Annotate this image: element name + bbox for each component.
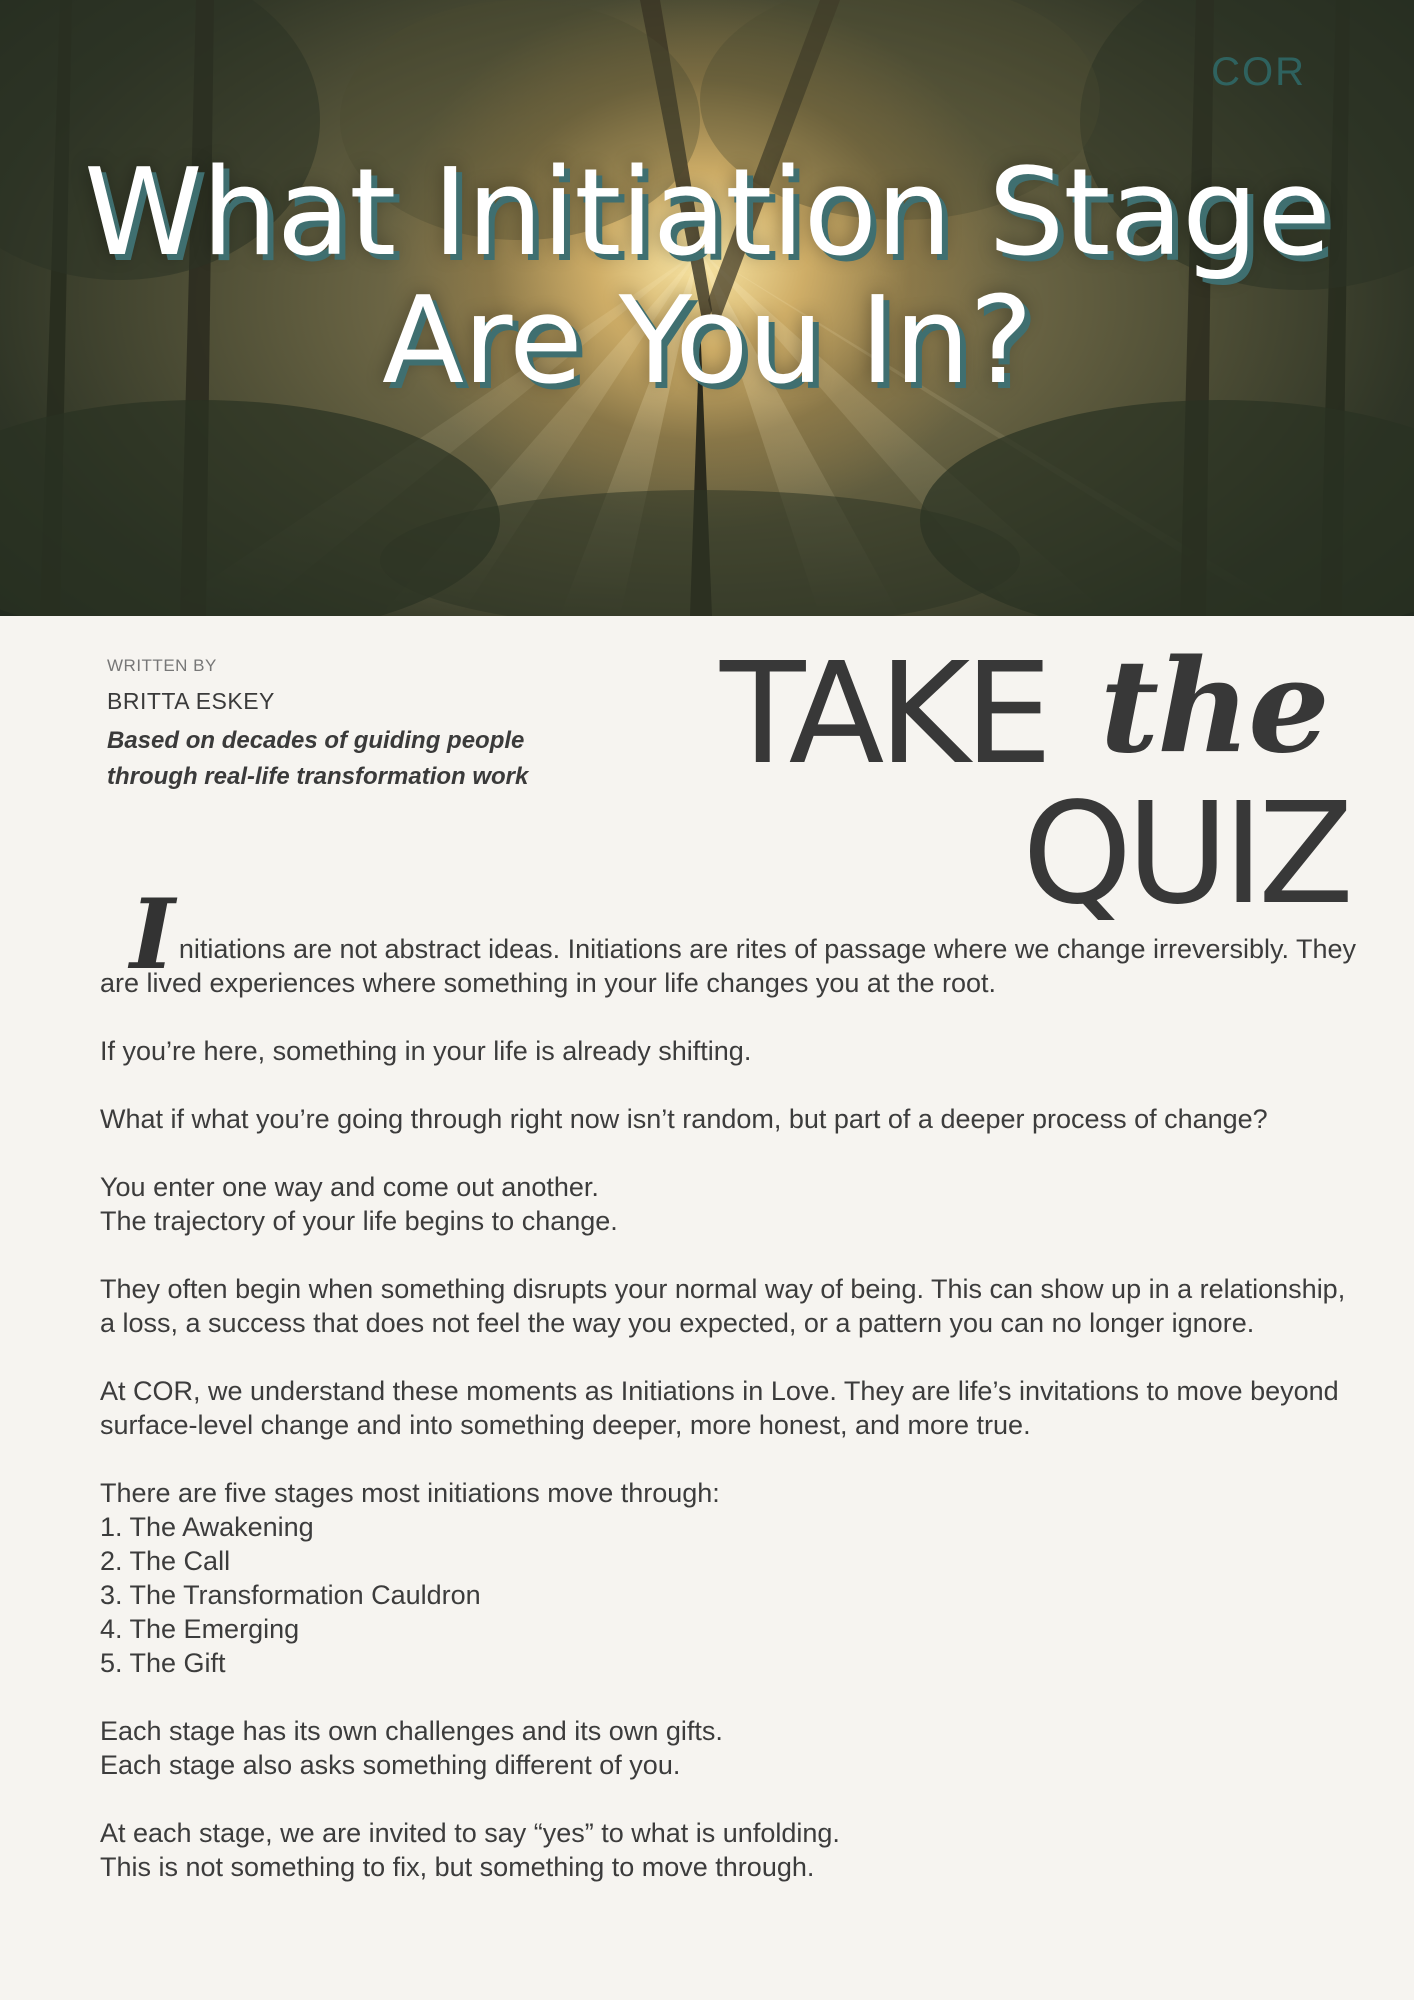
paragraph-intro <box>100 878 1360 1000</box>
paragraph-each-stage-line-1: Each stage has its own challenges and its own gifts. <box>100 1716 723 1746</box>
paragraph-say-yes-line-1: At each stage, we are invited to say “yes” to what is unfolding. <box>100 1818 840 1848</box>
written-by-label: WRITTEN BY <box>107 656 217 675</box>
page-title <box>0 144 1414 411</box>
author-bio-line-2: through real-life transformation work <box>107 763 529 790</box>
stages-intro: There are five stages most initiations move through: <box>100 1478 720 1508</box>
list-item: 5. The Gift <box>100 1648 226 1678</box>
paragraph-intro-text: nitiations are not abstract ideas. Initiations are rites of passage where we change irreversibly. They are lived experiences where something in your life changes you at the root. <box>100 934 1357 998</box>
list-item: 3. The Transformation Cauldron <box>100 1580 481 1610</box>
quiz-heading-take: TAKE <box>720 633 1047 796</box>
author-bio <box>107 723 577 795</box>
paragraph-deeper-process: What if what you’re going through right now isn’t random, but part of a deeper process of change? <box>100 1104 1268 1134</box>
quiz-heading-the: the <box>1100 632 1328 782</box>
paragraph-say-yes <box>100 1816 1360 1884</box>
author-name: BRITTA ESKEY <box>107 688 275 714</box>
author-block <box>107 656 577 795</box>
take-the-quiz-heading <box>710 632 1350 936</box>
paragraph-trajectory <box>100 1170 1360 1238</box>
paragraph-initiations-in-love: At COR, we understand these moments as Initiations in Love. They are life’s invitations to move beyond surface-level change and into something deeper, more honest, and more true. <box>100 1376 1339 1440</box>
paragraph-each-stage-line-2: Each stage also asks something different of you. <box>100 1750 681 1780</box>
list-item: 4. The Emerging <box>100 1614 300 1644</box>
title-line-2: Are You In? <box>382 272 1032 411</box>
paragraph-shifting: If you’re here, something in your life is already shifting. <box>100 1036 752 1066</box>
hero-banner <box>0 0 1414 616</box>
brand-logo: COR <box>1211 50 1306 94</box>
stages-list <box>100 1476 1360 1680</box>
paragraph-each-stage <box>100 1714 1360 1782</box>
list-item: 2. The Call <box>100 1546 231 1576</box>
paragraph-trajectory-line-1: You enter one way and come out another. <box>100 1172 599 1202</box>
author-bio-line-1: Based on decades of guiding people <box>107 727 525 754</box>
article-body <box>100 878 1360 1918</box>
quiz-heading-quiz: QUIZ <box>1022 773 1348 936</box>
paragraph-say-yes-line-2: This is not something to fix, but something to move through. <box>100 1852 815 1882</box>
drop-cap: I <box>130 878 175 991</box>
title-line-1: What Initiation Stage <box>84 144 1330 283</box>
list-item: 1. The Awakening <box>100 1512 314 1542</box>
paragraph-trajectory-line-2: The trajectory of your life begins to change. <box>100 1206 618 1236</box>
paragraph-disruption: They often begin when something disrupts your normal way of being. This can show up in a relationship, a loss, a success that does not feel the way you expected, or a pattern you can no longer ignore. <box>100 1274 1346 1338</box>
